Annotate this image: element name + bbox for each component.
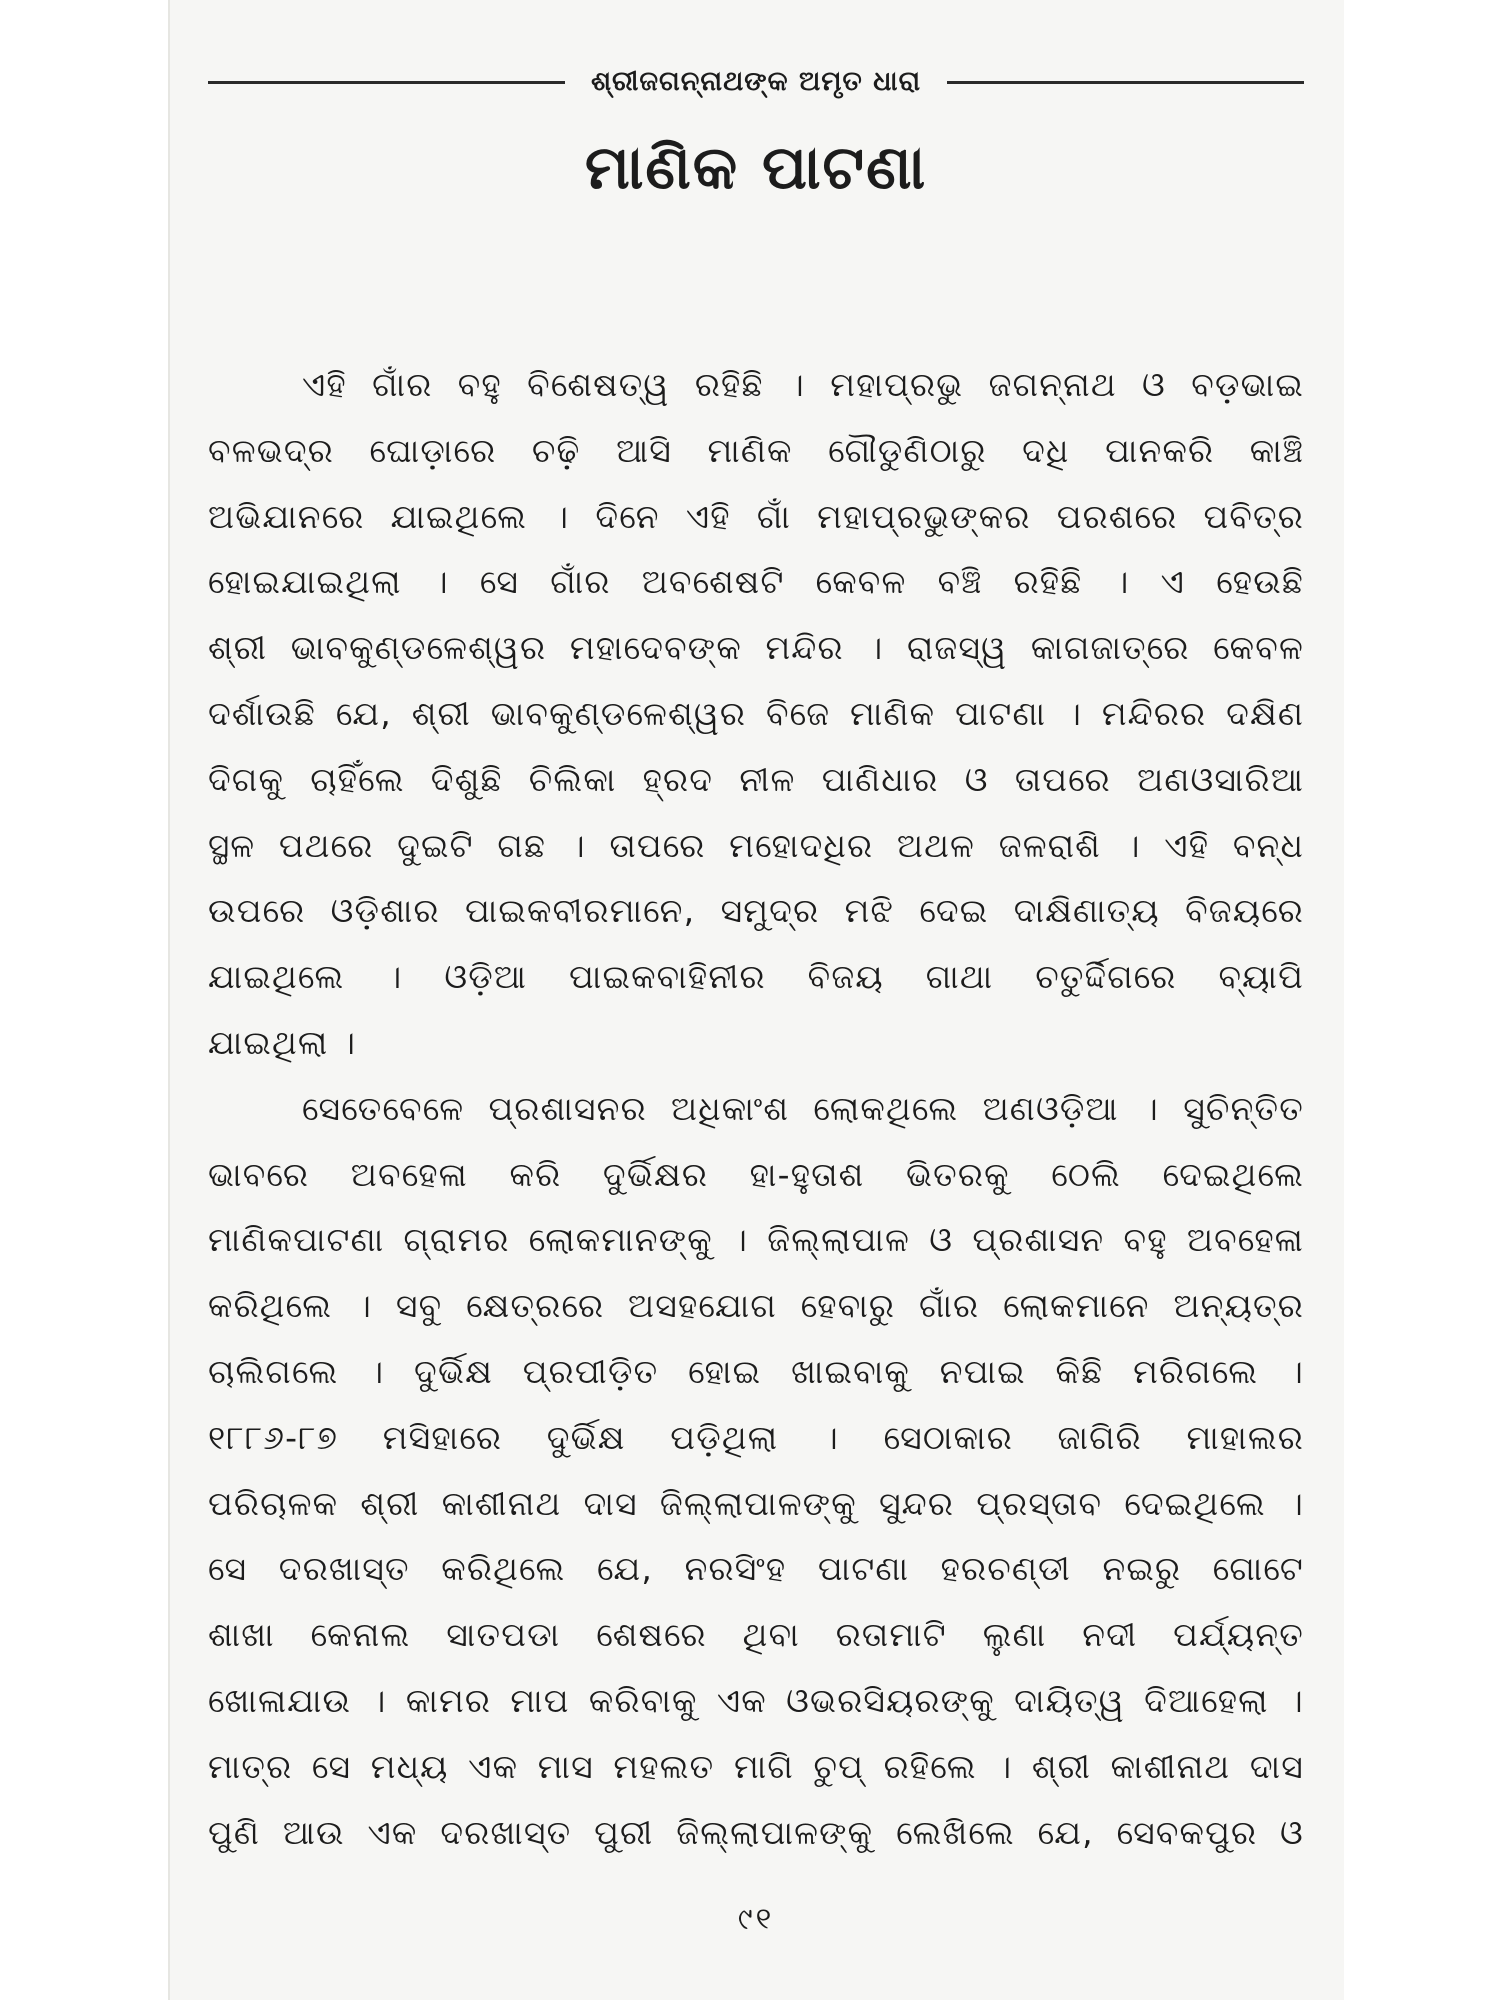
text-line: ପରିଚାଳକ ଶ୍ରୀ କାଶୀନାଥ ଦାସ ଜିଲ୍ଲାପାଳଙ୍କୁ ସୁନ୍ଦର ପ୍ରସ୍ତାବ ଦେଇଥିଲେ ।	[208, 1483, 1304, 1523]
text-line: ବଳଭଦ୍ର ଘୋଡ଼ାରେ ଚଢ଼ି ଆସି ମାଣିକ ଗୌଡୁଣିଠାରୁ ଦଧି ପାନକରି କାଞ୍ଚି	[208, 430, 1304, 470]
header-rule-left	[208, 81, 565, 84]
text-line: ଅଭିଯାନରେ ଯାଇଥିଲେ । ଦିନେ ଏହି ଗାଁ ମହାପ୍ରଭୁଙ୍କର ପରଶରେ ପବିତ୍ର	[208, 496, 1304, 536]
chapter-title: ମାଣିକ ପାଟଣା	[584, 133, 928, 203]
text-line: ଯାଇଥିଲା ।	[208, 1022, 357, 1062]
text-line: ଯାଇଥିଲେ । ଓଡ଼ିଆ ପାଇକବାହିନୀର ବିଜୟ ଗାଥା ଚତୁର୍ଦ୍ଦିଗରେ ବ୍ୟାପି	[208, 957, 1304, 997]
text-line: ଶ୍ରୀ ଭାବକୁଣ୍ଡଳେଶ୍ୱର ମହାଦେବଙ୍କ ମନ୍ଦିର । ରାଜସ୍ୱ କାଗଜାତ୍‌ରେ କେବଳ	[208, 628, 1304, 668]
text-line: ଭାବରେ ଅବହେଳା କରି ଦୁର୍ଭିକ୍ଷର ହା-ହୁତାଶ ଭିତରକୁ ଠେଲି ଦେଇଥିଲେ	[208, 1154, 1304, 1194]
text-line: ମାତ୍ର ସେ ମଧ୍ୟ ଏକ ମାସ ମହଲତ ମାଗି ଚୁପ୍ ରହିଲେ । ଶ୍ରୀ କାଶୀନାଥ ଦାସ	[208, 1746, 1304, 1786]
book-page	[168, 0, 1344, 2000]
text-line: କରିଥିଲେ । ସବୁ କ୍ଷେତ୍ରରେ ଅସହଯୋଗ ହେବାରୁ ଗାଁର ଲୋକମାନେ ଅନ୍ୟତ୍ର	[208, 1286, 1304, 1326]
body-text	[208, 352, 1304, 1865]
text-line: ସେତେବେଳେ ପ୍ରଶାସନର ଅଧିକାଂଶ ଲୋକଥିଲେ ଅଣଓଡ଼ିଆ । ସୁଚିନ୍ତିତ	[302, 1088, 1304, 1128]
text-line: ପୁଣି ଆଉ ଏକ ଦରଖାସ୍ତ ପୁରୀ ଜିଲ୍ଲାପାଳଙ୍କୁ ଲେଖିଲେ ଯେ, ସେବକପୁର ଓ	[208, 1812, 1304, 1852]
text-line: ଚାଲିଗଲେ । ଦୁର୍ଭିକ୍ଷ ପ୍ରପୀଡ଼ିତ ହୋଇ ଖାଇବାକୁ ନପାଇ କିଛି ମରିଗଲେ ।	[208, 1351, 1304, 1391]
text-line: ୧୮୮୬-୮୭ ମସିହାରେ ଦୁର୍ଭିକ୍ଷ ପଡ଼ିଥିଲା । ସେଠାକାର ଜାଗିରି ମାହାଲର	[208, 1417, 1304, 1457]
text-line: ସେ ଦରଖାସ୍ତ କରିଥିଲେ ଯେ, ନରସିଂହ ପାଟଣା ହରଚଣ୍ଡୀ ନଇରୁ ଗୋଟେ	[208, 1549, 1304, 1589]
text-line: ମାଣିକପାଟଣା ଗ୍ରାମର ଲୋକମାନଙ୍କୁ । ଜିଲ୍ଲାପାଳ ଓ ପ୍ରଶାସନ ବହୁ ଅବହେଳା	[208, 1220, 1304, 1260]
text-line: ଉପରେ ଓଡ଼ିଶାର ପାଇକବୀରମାନେ, ସମୁଦ୍ର ମଝି ଦେଇ ଦାକ୍ଷିଣାତ୍ୟ ବିଜୟରେ	[208, 891, 1304, 931]
running-header	[208, 60, 1304, 104]
text-line: ଦିଗକୁ ଚାହିଁଲେ ଦିଶୁଛି ଚିଲିକା ହ୍ରଦ ନୀଳ ପାଣିଧାର ଓ ତାପରେ ଅଣଓସାରିଆ	[208, 759, 1304, 799]
text-line: ଦର୍ଶାଉଛି ଯେ, ଶ୍ରୀ ଭାବକୁଣ୍ଡଳେଶ୍ୱର ବିଜେ ମାଣିକ ପାଟଣା । ମନ୍ଦିରର ଦକ୍ଷିଣ	[208, 693, 1304, 733]
text-line: ସ୍ଥଳ ପଥରେ ଦୁଇଟି ଗଛ । ତାପରେ ମହୋଦଧିର ଅଥଳ ଜଳରାଶି । ଏହି ବନ୍ଧ	[208, 825, 1304, 865]
running-title: ଶ୍ରୀଜଗନ୍ନାଥଙ୍କ ଅମୃତ ଧାରା	[590, 66, 922, 97]
text-line: ଶାଖା କେନାଲ ସାତପଡା ଶେଷରେ ଥିବା ରତାମାଟି ଲୁଣା ନଦୀ ପର୍ଯ୍ୟନ୍ତ	[208, 1615, 1304, 1655]
text-line: ଏହି ଗାଁର ବହୁ ବିଶେଷତ୍ୱ ରହିଛି । ମହାପ୍ରଭୁ ଜଗନ୍ନାଥ ଓ ବଡ଼ଭାଇ	[302, 365, 1304, 404]
page-number: ୯୧	[737, 1902, 775, 1937]
paragraph-1	[208, 352, 1304, 1076]
header-rule-right	[947, 81, 1304, 84]
text-line: ଖୋଳାଯାଉ । କାମର ମାପ କରିବାକୁ ଏକ ଓଭରସିୟରଙ୍କୁ ଦାୟିତ୍ୱ ଦିଆହେଲା ।	[208, 1680, 1304, 1720]
text-line: ହୋଇଯାଇଥିଲା । ସେ ଗାଁର ଅବଶେଷଟି କେବଳ ବଞ୍ଚି ରହିଛି । ଏ ହେଉଛି	[208, 562, 1304, 602]
paragraph-2	[208, 1076, 1304, 1866]
